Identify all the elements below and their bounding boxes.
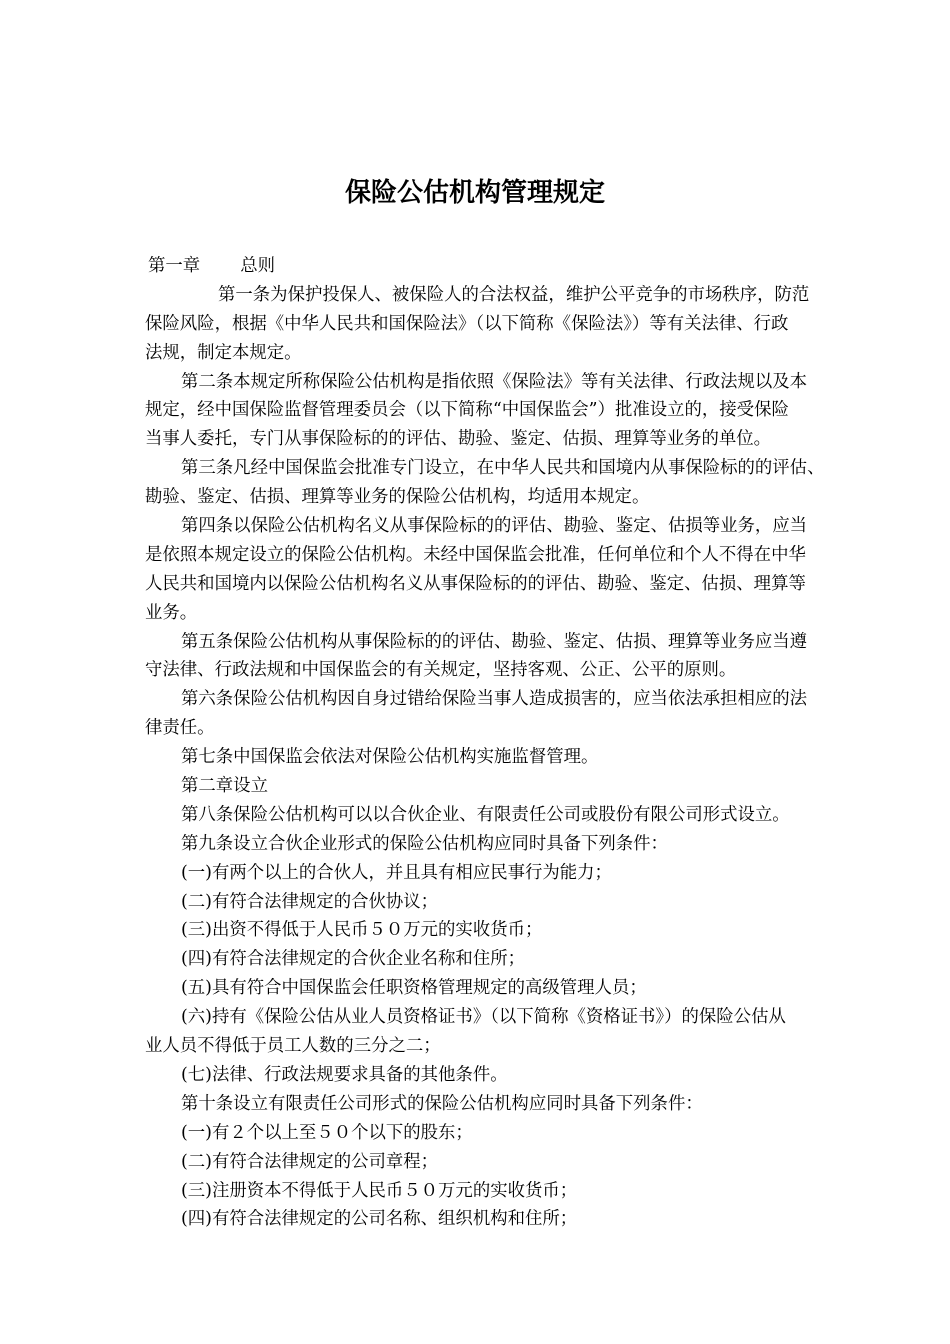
text-line: 法规，制定本规定。	[145, 342, 302, 363]
list-item: (三)出资不得低于人民币５０万元的实收货币；	[181, 920, 543, 941]
text-line: 律责任。	[145, 718, 215, 739]
text-line: 第七条中国保监会依法对保险公估机构实施监督管理。	[181, 747, 599, 768]
text-line: 保险风险，根据《中华人民共和国保险法》（以下简称《保险法》）等有关法律、行政	[145, 313, 789, 334]
list-item: (二)有符合法律规定的公司章程；	[181, 1151, 439, 1172]
text-line: 第二条本规定所称保险公估机构是指依照《保险法》等有关法律、行政法规以及本	[181, 371, 808, 392]
chapter-label: 第一章	[148, 256, 201, 276]
text-line: 是依照本规定设立的保险公估机构。未经中国保监会批准，任何单位和个人不得在中华	[145, 544, 806, 565]
list-item: (四)有符合法律规定的公司名称、组织机构和住所；	[181, 1209, 578, 1230]
list-item: (一)有２个以上至５０个以下的股东；	[181, 1122, 473, 1143]
list-item: (三)注册资本不得低于人民币５０万元的实收货币；	[181, 1180, 578, 1201]
text-line: 当事人委托，专门从事保险标的的评估、勘验、鉴定、估损、理算等业务的单位。	[145, 429, 772, 450]
list-item: (五)具有符合中国保监会任职资格管理规定的高级管理人员；	[181, 978, 647, 999]
text-line: 守法律、行政法规和中国保监会的有关规定，坚持客观、公正、公平的原则。	[145, 660, 737, 681]
text-line: 第六条保险公估机构因自身过错给保险当事人造成损害的，应当依法承担相应的法	[181, 689, 808, 710]
text-line: 第十条设立有限责任公司形式的保险公估机构应同时具备下列条件：	[181, 1093, 703, 1114]
text-line: 第一条为保护投保人、被保险人的合法权益，维护公平竞争的市场秩序，防范	[218, 284, 810, 305]
document-title: 保险公估机构管理规定	[344, 178, 605, 208]
list-item: (七)法律、行政法规要求具备的其他条件。	[181, 1064, 508, 1085]
text-line: 第四条以保险公估机构名义从事保险标的的评估、勘验、鉴定、估损等业务，应当	[181, 516, 808, 537]
list-item: (六)持有《保险公估从业人员资格证书》（以下简称《资格证书》）的保险公估从	[181, 1007, 786, 1028]
list-item: (二)有符合法律规定的合伙协议；	[181, 891, 439, 912]
text-line: 业人员不得低于员工人数的三分之二；	[145, 1036, 441, 1057]
text-line: 第三条凡经中国保监会批准专门设立，在中华人民共和国境内从事保险标的的评估、	[181, 458, 825, 479]
text-line: 第五条保险公估机构从事保险标的的评估、勘验、鉴定、估损、理算等业务应当遵	[181, 631, 808, 652]
text-line: 第九条设立合伙企业形式的保险公估机构应同时具备下列条件：	[181, 833, 668, 854]
text-line: 业务。	[145, 602, 198, 623]
text-line: 第八条保险公估机构可以以合伙企业、有限责任公司或股份有限公司形式设立。	[181, 804, 790, 825]
chapter-2-heading: 第二章设立	[181, 776, 268, 797]
list-item: (一)有两个以上的合伙人，并且具有相应民事行为能力；	[181, 862, 612, 883]
chapter-heading	[145, 252, 881, 281]
text-line: 规定，经中国保险监督管理委员会（以下简称“中国保监会”）批准设立的，接受保险	[145, 400, 789, 421]
list-item: (四)有符合法律规定的合伙企业名称和住所；	[181, 949, 525, 970]
text-line: 勘验、鉴定、估损、理算等业务的保险公估机构，均适用本规定。	[145, 487, 650, 508]
chapter-name: 总则	[240, 256, 275, 276]
text-line: 人民共和国境内以保险公估机构名义从事保险标的的评估、勘验、鉴定、估损、理算等	[145, 573, 806, 594]
document-body	[145, 252, 881, 1234]
